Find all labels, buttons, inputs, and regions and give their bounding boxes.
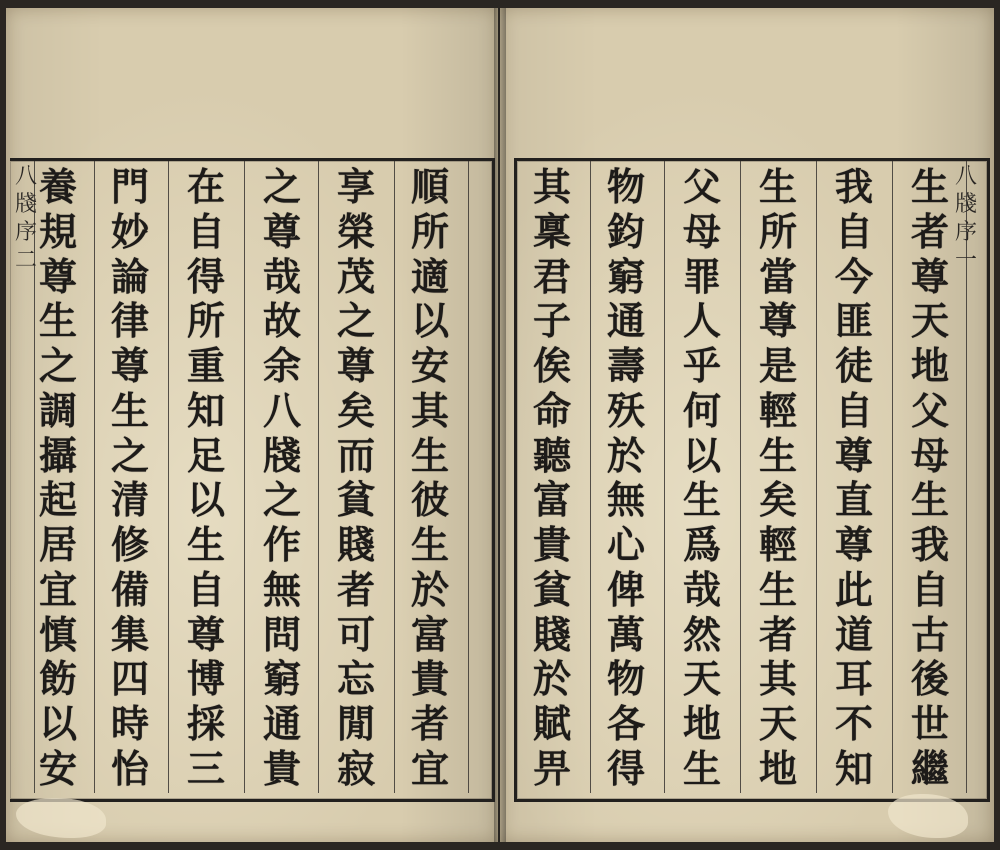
column-rule xyxy=(394,161,395,793)
text-column: 養 規 尊 生 之 調 攝 起 居 宜 慎 飭 以 安 xyxy=(38,164,77,791)
column-rule xyxy=(168,161,169,793)
text-column: 我 自 今 匪 徒 自 尊 直 尊 此 道 耳 不 知 xyxy=(834,164,873,791)
column-rule xyxy=(94,161,95,793)
text-column: 物 鈞 窮 通 壽 殀 於 無 心 俾 萬 物 各 得 xyxy=(606,164,645,791)
right-margin-label: 八 牋 序 一 xyxy=(954,164,977,273)
text-column: 在 自 得 所 重 知 足 以 生 自 尊 博 採 三 xyxy=(186,164,225,791)
text-column: 之 尊 哉 故 余 八 牋 之 作 無 問 窮 通 貴 xyxy=(262,164,301,791)
text-column: 生 所 當 尊 是 輕 生 矣 輕 生 者 其 天 地 xyxy=(758,164,797,791)
text-column: 生 者 尊 天 地 父 母 生 我 自 古 後 世 繼 xyxy=(910,164,949,791)
column-rule xyxy=(740,161,741,793)
text-column: 順 所 適 以 安 其 生 彼 生 於 富 貴 者 宜 xyxy=(410,164,449,791)
book-gutter xyxy=(494,8,506,842)
column-rule xyxy=(590,161,591,793)
column-rule xyxy=(244,161,245,793)
book-spread xyxy=(6,8,994,842)
column-rule xyxy=(664,161,665,793)
text-column: 父 母 罪 人 乎 何 以 生 爲 哉 然 天 地 生 xyxy=(682,164,721,791)
left-margin-label: 八 牋 序 二 xyxy=(14,164,37,273)
text-column: 享 榮 茂 之 尊 矣 而 貧 賤 者 可 忘 閒 寂 xyxy=(336,164,375,791)
column-rule xyxy=(318,161,319,793)
column-rule xyxy=(816,161,817,793)
text-column: 門 妙 論 律 尊 生 之 清 修 備 集 四 時 怡 xyxy=(110,164,149,791)
text-column: 其 稟 君 子 俟 命 聽 富 貴 貧 賤 於 賦 畀 xyxy=(532,164,571,791)
column-rule xyxy=(468,161,469,793)
column-rule xyxy=(892,161,893,793)
